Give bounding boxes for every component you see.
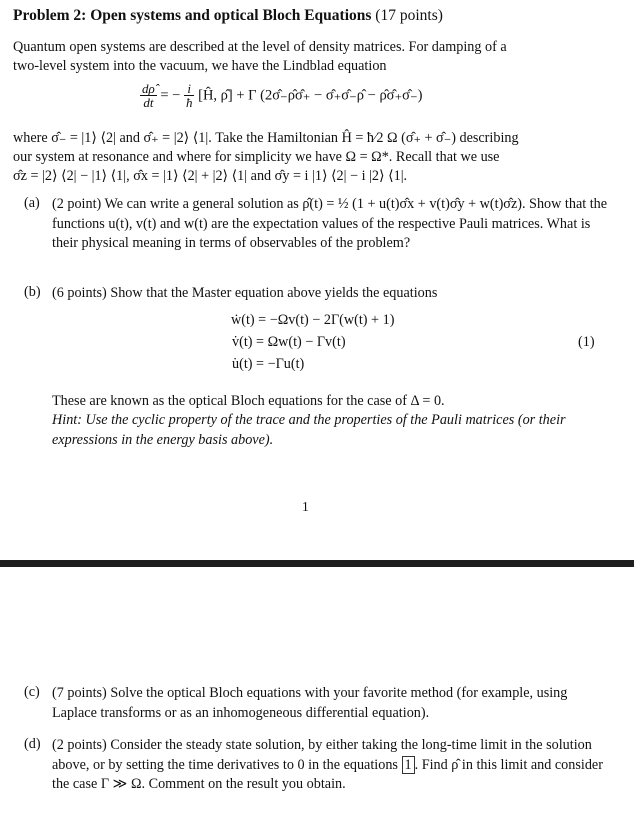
where-line-2: our system at resonance and where for simplicity we have Ω = Ω*. Recall that we use xyxy=(13,149,500,165)
problem-title xyxy=(13,7,443,25)
part-a-label: (a) xyxy=(24,195,40,211)
part-b-label: (b) xyxy=(24,284,41,300)
lindblad-equation xyxy=(140,82,422,110)
drho-dt-fraction: $\frac{d\rhô}{dt}$ xyxy=(142,81,155,110)
lindblad-body: [Ĥ, ρ̂] + Γ (2σ̂₋ρ̂σ̂₊ − σ̂₊σ̂₋ρ̂ − ρ̂σ̂₊σ̂₋) xyxy=(198,87,423,104)
part-c-text: (7 points) Solve the optical Bloch equations with your favorite method (for example, using Laplace transforms or as an inhomogeneous differential equation). xyxy=(52,685,568,721)
intro-line-1: Quantum open systems are described at the level of density matrices. For damping of a xyxy=(13,39,507,55)
part-b-text: (6 points) Show that the Master equation above yields the equations xyxy=(52,285,438,301)
bloch-eq-u: u̇(t) = −Γu(t) xyxy=(232,356,305,372)
part-c-label: (c) xyxy=(24,684,40,700)
equation-reference-link[interactable]: 1 xyxy=(402,756,415,774)
bloch-eq-v: v̇(t) = Ωw(t) − Γv(t) xyxy=(232,334,346,350)
part-d-label: (d) xyxy=(24,736,41,752)
where-line-3: σ̂z = |2⟩ ⟨2| − |1⟩ ⟨1|, σ̂x = |1⟩ ⟨2| + |2⟩ ⟨1| and σ̂y = i |1⟩ ⟨2| − i |2⟩ ⟨1|. xyxy=(13,168,408,184)
page-two xyxy=(0,567,634,823)
part-b-after: These are known as the optical Bloch equations for the case of Δ = 0. xyxy=(52,393,445,409)
lindblad-body-prefix: = − xyxy=(160,87,184,104)
i-over-hbar-fraction: $\frac{i}{ħ}$ xyxy=(185,81,193,110)
problem-heading: Problem 2: Open systems and optical Bloch Equations xyxy=(13,7,372,24)
part-d-text-after: . Find ρ̂ in this limit and consider the case Γ ≫ Ω. Comment on the result you obtain. xyxy=(52,756,603,792)
problem-points: (17 points) xyxy=(375,7,443,24)
part-b-hint: Hint: Use the cyclic property of the trace and the properties of the Pauli matrices (or their expressions in the energy basis above). xyxy=(52,412,566,448)
intro-line-2: two-level system into the vacuum, we have the Lindblad equation xyxy=(13,58,387,74)
part-d-text-before: (2 points) Consider the steady state solution, by either taking the long-time limit in the solution above, or by setting the time derivatives to 0 in the equations xyxy=(52,737,592,773)
part-d-text xyxy=(52,736,612,795)
page-number: 1 xyxy=(302,499,309,514)
page-divider xyxy=(0,560,634,567)
bloch-eq-w: ẇ(t) = −Ωv(t) − 2Γ(w(t) + 1) xyxy=(231,312,395,328)
equation-number: (1) xyxy=(578,334,595,350)
part-a-text: (2 point) We can write a general solution as ρ̂(t) = ½ (1 + u(t)σ̂x + v(t)σ̂y + w(t)σ̂z). Show that the functions u(t), v(t) and w(t) are the expectation values of the respective Pauli matrices. What is their physical meaning in terms of observables of the problem? xyxy=(52,196,608,251)
where-line-1: where σ̂₋ = |1⟩ ⟨2| and σ̂₊ = |2⟩ ⟨1|. Take the Hamiltonian Ĥ = ħ⁄2 Ω (σ̂₊ + σ̂₋) describing xyxy=(13,130,519,146)
